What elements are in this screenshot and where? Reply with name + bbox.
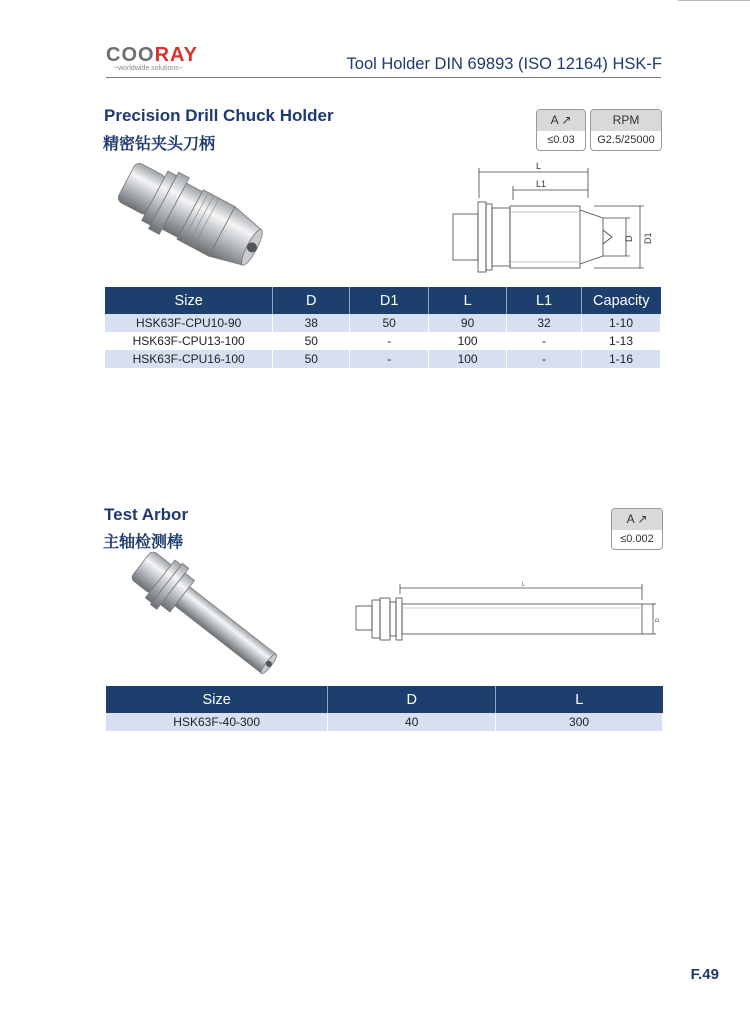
logo-wordmark: COORAY	[106, 44, 198, 66]
test-arbor-technical-drawing	[350, 580, 662, 650]
column-header: D	[328, 686, 496, 713]
dim-label-D: D	[624, 235, 634, 242]
test-arbor-image	[118, 552, 290, 682]
table-cell: 100	[429, 350, 507, 368]
drill-chuck-spec-table	[105, 287, 661, 368]
column-header: Size	[106, 686, 328, 713]
accuracy-badge-label: A ↗	[537, 110, 585, 131]
rpm-badge	[590, 109, 662, 151]
dim-label-L: L	[536, 161, 542, 171]
cooray-logo	[106, 44, 216, 76]
table-cell: HSK63F-CPU16-100	[105, 350, 273, 368]
page-header-title: Tool Holder DIN 69893 (ISO 12164) HSK-F	[346, 55, 662, 73]
arrow-up-right-icon: ↗	[637, 512, 648, 526]
page-number: F.49	[690, 966, 719, 983]
table-cell: 1-16	[581, 350, 660, 368]
column-header: D1	[350, 287, 429, 314]
table-cell: 50	[350, 314, 429, 332]
section-subtitle-drill-chuck: 精密钻夹头刀柄	[103, 134, 216, 153]
rpm-badge-label: RPM	[591, 110, 661, 131]
corner-rule	[678, 0, 750, 1]
table-cell: 32	[507, 314, 582, 332]
accuracy-badge-value: ≤0.002	[620, 533, 654, 545]
table-cell: HSK63F-CPU10-90	[105, 314, 273, 332]
column-header: L1	[507, 287, 582, 314]
table-cell: HSK63F-CPU13-100	[105, 332, 273, 350]
table-cell: -	[507, 332, 582, 350]
table-cell: -	[350, 332, 429, 350]
table-cell: 100	[429, 332, 507, 350]
table-row	[106, 713, 663, 731]
table-header-row	[105, 287, 661, 314]
table-cell: 50	[273, 350, 350, 368]
table-cell: 50	[273, 332, 350, 350]
table-row	[105, 314, 661, 332]
table-row	[105, 350, 661, 368]
test-arbor-spec-table	[106, 686, 663, 731]
dim-label-L1: L1	[536, 179, 547, 189]
column-header: D	[273, 287, 350, 314]
section-title-test-arbor: Test Arbor	[104, 505, 189, 524]
table-cell: 1-13	[581, 332, 660, 350]
section-subtitle-test-arbor: 主轴检测棒	[103, 532, 184, 551]
table-header-row	[106, 686, 663, 713]
accuracy-badge	[536, 109, 586, 151]
dim-label-D1: D1	[643, 232, 653, 244]
column-header: L	[429, 287, 507, 314]
header-divider	[106, 77, 661, 78]
drill-chuck-holder-image	[108, 155, 280, 285]
accuracy-badge-label: A ↗	[612, 509, 662, 530]
column-header: Capacity	[581, 287, 660, 314]
dim-label-D: D	[655, 618, 661, 622]
table-cell: 90	[429, 314, 507, 332]
accuracy-badge	[611, 508, 663, 550]
column-header: L	[496, 686, 663, 713]
column-header: Size	[105, 287, 273, 314]
table-row	[105, 332, 661, 350]
table-cell: -	[350, 350, 429, 368]
table-cell: 300	[496, 713, 663, 731]
table-cell: -	[507, 350, 582, 368]
section-title-drill-chuck: Precision Drill Chuck Holder	[104, 106, 334, 125]
drill-chuck-technical-drawing	[448, 160, 660, 280]
table-cell: 38	[273, 314, 350, 332]
accuracy-badge-value: ≤0.03	[547, 134, 575, 146]
arrow-up-right-icon: ↗	[561, 113, 572, 127]
table-cell: 40	[328, 713, 496, 731]
table-cell: HSK63F-40-300	[106, 713, 328, 731]
rpm-badge-value: G2.5/25000	[597, 134, 655, 146]
logo-tagline: ~worldwide solutions~	[114, 65, 183, 72]
table-cell: 1-10	[581, 314, 660, 332]
dim-label-L: L	[522, 582, 525, 588]
